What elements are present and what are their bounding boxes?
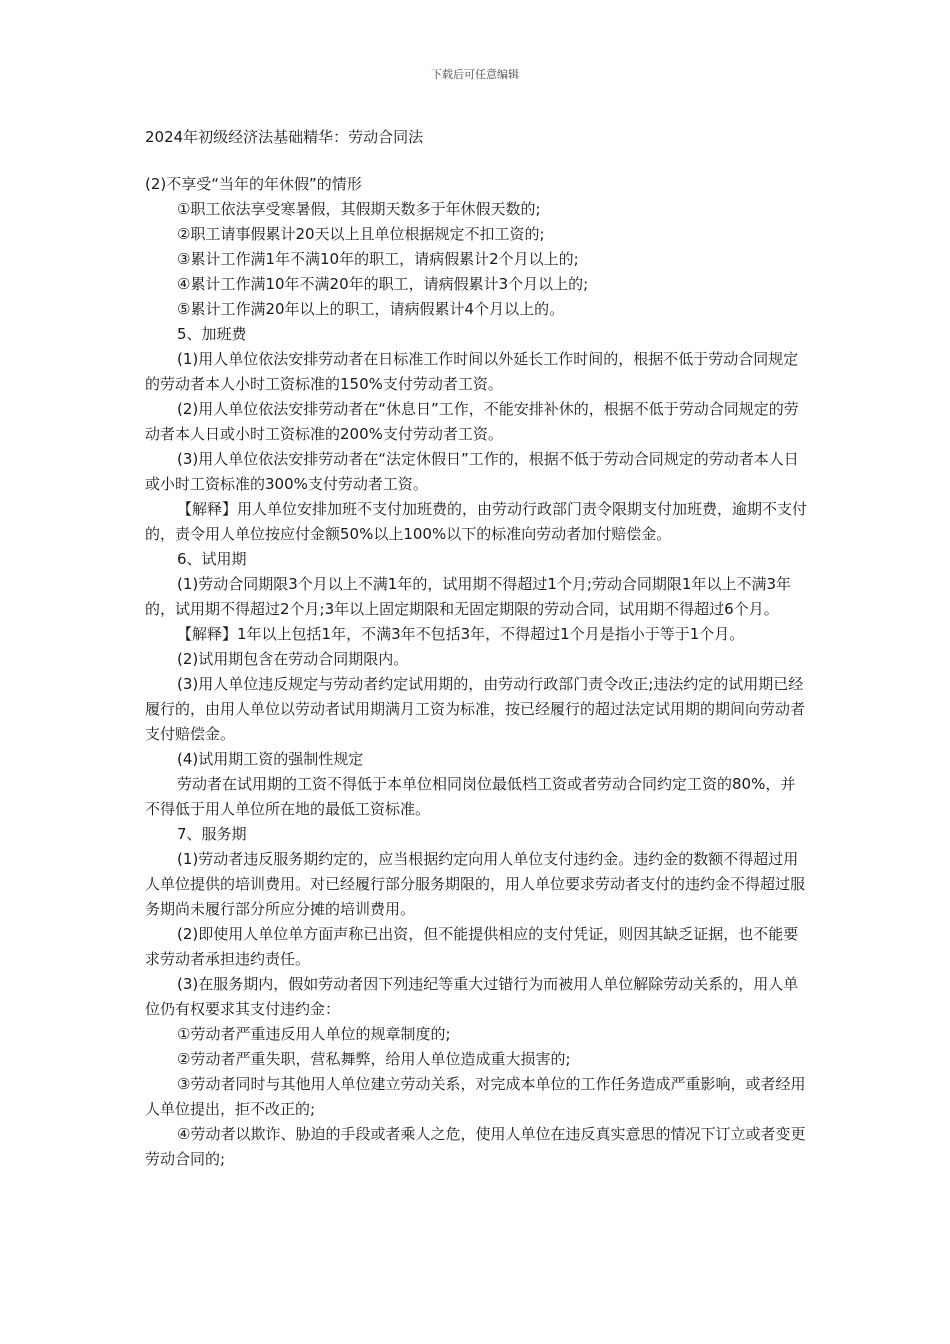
paragraph: (3)用人单位违反规定与劳动者约定试用期的，由劳动行政部门责令改正;违法约定的试用期已经履行的，由用人单位以劳动者试用期满月工资为标准，按已经履行的超过法定试用期的期间向劳动者支付赔偿金。: [145, 675, 806, 743]
paragraph: 【解释】1年以上包括1年，不满3年不包括3年，不得超过1个月是指小于等于1个月。: [177, 625, 745, 643]
paragraph: 7、服务期: [177, 825, 247, 843]
paragraph: (3)在服务期内，假如劳动者因下列违纪等重大过错行为而被用人单位解除劳动关系的，用人单位仍有权要求其支付违约金：: [145, 975, 799, 1018]
page-header: 下载后可任意编辑: [431, 68, 519, 81]
document-title: 2024年初级经济法基础精华：劳动合同法: [145, 128, 424, 146]
paragraph: (4)试用期工资的强制性规定: [177, 750, 364, 768]
paragraph: ②劳动者严重失职，营私舞弊，给用人单位造成重大损害的;: [177, 1050, 571, 1068]
paragraph: ④劳动者以欺诈、胁迫的手段或者乘人之危，使用人单位在违反真实意思的情况下订立或者变更劳动合同的;: [145, 1125, 806, 1168]
paragraph: ⑤累计工作满20年以上的职工，请病假累计4个月以上的。: [177, 300, 565, 318]
paragraph: ②职工请事假累计20天以上且单位根据规定不扣工资的;: [177, 225, 545, 243]
paragraph: 5、加班费: [177, 325, 247, 343]
paragraph: (2)不享受“当年的年休假”的情形: [145, 175, 362, 193]
paragraph: 劳动者在试用期的工资不得低于本单位相同岗位最低档工资或者劳动合同约定工资的80%，并不得低于用人单位所在地的最低工资标准。: [145, 775, 796, 818]
document-body: [145, 172, 809, 1172]
paragraph: (1)劳动合同期限3个月以上不满1年的，试用期不得超过1个月;劳动合同期限1年以上不满3年的，试用期不得超过2个月;3年以上固定期限和无固定期限的劳动合同，试用期不得超过6个月。: [145, 575, 792, 618]
paragraph: (2)用人单位依法安排劳动者在“休息日”工作，不能安排补休的，根据不低于劳动合同规定的劳动者本人日或小时工资标准的200%支付劳动者工资。: [145, 400, 799, 443]
paragraph: (1)用人单位依法安排劳动者在日标准工作时间以外延长工作时间的，根据不低于劳动合同规定的劳动者本人小时工资标准的150%支付劳动者工资。: [145, 350, 799, 393]
paragraph: 【解释】用人单位安排加班不支付加班费的，由劳动行政部门责令限期支付加班费，逾期不支付的，责令用人单位按应付金额50%以上100%以下的标准向劳动者加付赔偿金。: [145, 500, 808, 543]
paragraph: ①劳动者严重违反用人单位的规章制度的;: [177, 1025, 451, 1043]
paragraph: ③累计工作满1年不满10年的职工，请病假累计2个月以上的;: [177, 250, 579, 268]
paragraph: ③劳动者同时与其他用人单位建立劳动关系，对完成本单位的工作任务造成严重影响，或者经用人单位提出，拒不改正的;: [145, 1075, 806, 1118]
paragraph: ①职工依法享受寒暑假，其假期天数多于年休假天数的;: [177, 200, 541, 218]
paragraph: ④累计工作满10年不满20年的职工，请病假累计3个月以上的;: [177, 275, 589, 293]
paragraph: (2)试用期包含在劳动合同期限内。: [177, 650, 409, 668]
paragraph: 6、试用期: [177, 550, 247, 568]
paragraph: (1)劳动者违反服务期约定的，应当根据约定向用人单位支付违约金。违约金的数额不得超过用人单位提供的培训费用。对已经履行部分服务期限的，用人单位要求劳动者支付的违约金不得超过服务期尚未履行部分所应分摊的培训费用。: [145, 850, 806, 918]
paragraph: (3)用人单位依法安排劳动者在“法定休假日”工作的，根据不低于劳动合同规定的劳动者本人日或小时工资标准的300%支付劳动者工资。: [145, 450, 799, 493]
paragraph: (2)即使用人单位单方面声称已出资，但不能提供相应的支付凭证，则因其缺乏证据，也不能要求劳动者承担违约责任。: [145, 925, 799, 968]
